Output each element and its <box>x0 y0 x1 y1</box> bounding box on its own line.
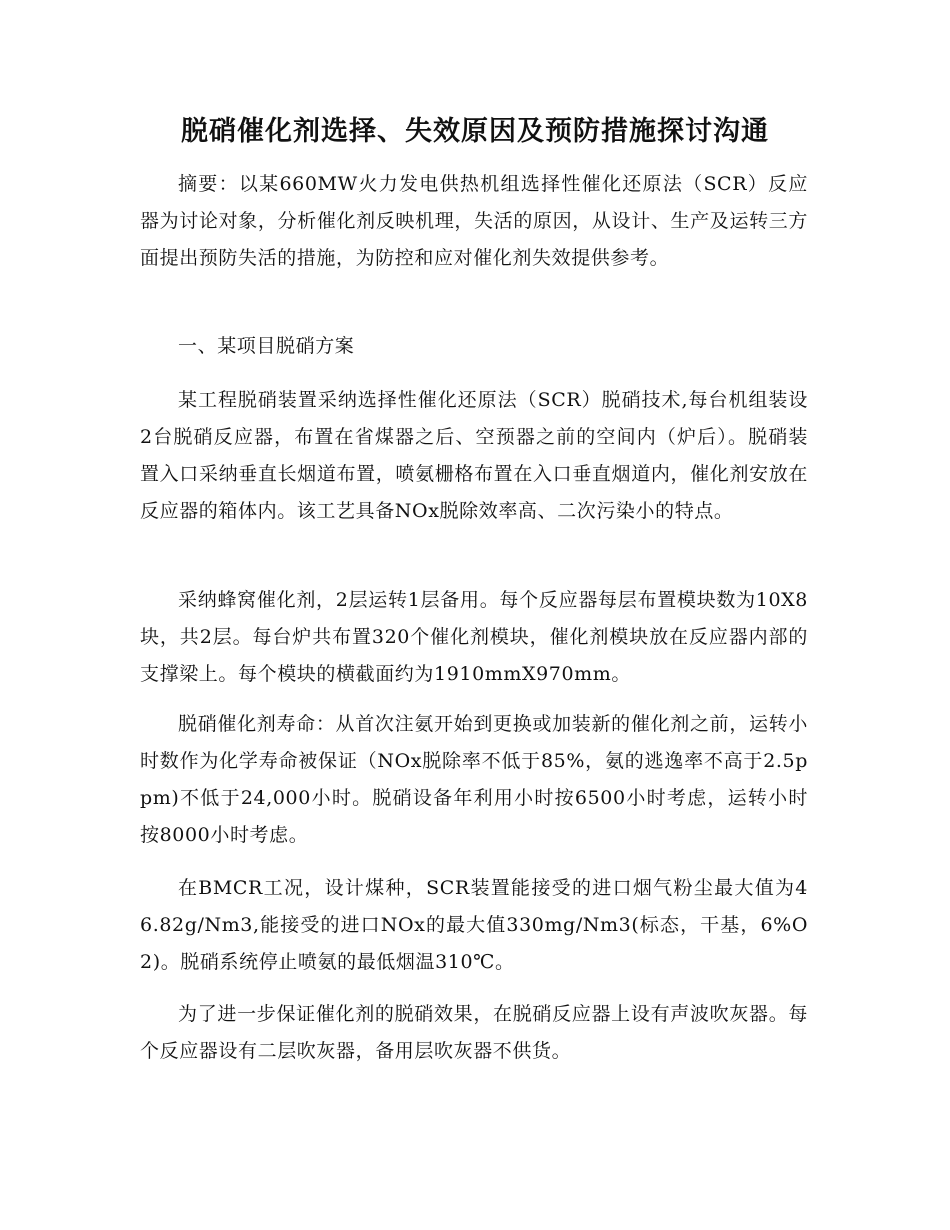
body-paragraph-soot-blower: 为了进一步保证催化剂的脱硝效果，在脱硝反应器上设有声波吹灰器。每个反应器设有二层吹灰器，备用层吹灰器不供货。 <box>140 1003 808 1062</box>
document-title: 脱硝催化剂选择、失效原因及预防措施探讨沟通 <box>181 116 769 147</box>
body-paragraph-design-conditions: 在BMCR工况，设计煤种，SCR装置能接受的进口烟气粉尘最大值为46.82g/Nm3,能接受的进口NOx的最大值330mg/Nm3(标态，干基，6%O2)。脱硝系统停止喷氨的最低烟温310℃。 <box>140 877 808 973</box>
body-paragraph-scheme: 某工程脱硝装置采纳选择性催化还原法（SCR）脱硝技术,每台机组装设2台脱硝反应器，布置在省煤器之后、空预器之前的空间内（炉后）。脱硝装置入口采纳垂直长烟道布置，喷氨栅格布置在入口垂直烟道内，催化剂安放在反应器的箱体内。该工艺具备NOx脱除效率高、二次污染小的特点。 <box>140 389 808 522</box>
body-paragraph-catalyst-life: 脱硝催化剂寿命：从首次注氨开始到更换或加装新的催化剂之前，运转小时数作为化学寿命被保证（NOx脱除率不低于85%，氨的逃逸率不高于2.5ppm)不低于24,000小时。脱硝设备年利用小时按6500小时考虑，运转小时按8000小时考虑。 <box>140 713 808 846</box>
abstract-paragraph: 摘要：以某660MW火力发电供热机组选择性催化还原法（SCR）反应器为讨论对象，分析催化剂反映机理，失活的原因，从设计、生产及运转三方面提出预防失活的措施，为防控和应对催化剂失效提供参考。 <box>140 173 808 269</box>
section-heading: 一、某项目脱硝方案 <box>178 335 355 357</box>
body-paragraph-catalyst-layers: 采纳蜂窝催化剂，2层运转1层备用。每个反应器每层布置模块数为10X8块，共2层。每台炉共布置320个催化剂模块，催化剂模块放在反应器内部的支撑梁上。每个模块的横截面约为1910mmX970mm。 <box>140 589 808 685</box>
